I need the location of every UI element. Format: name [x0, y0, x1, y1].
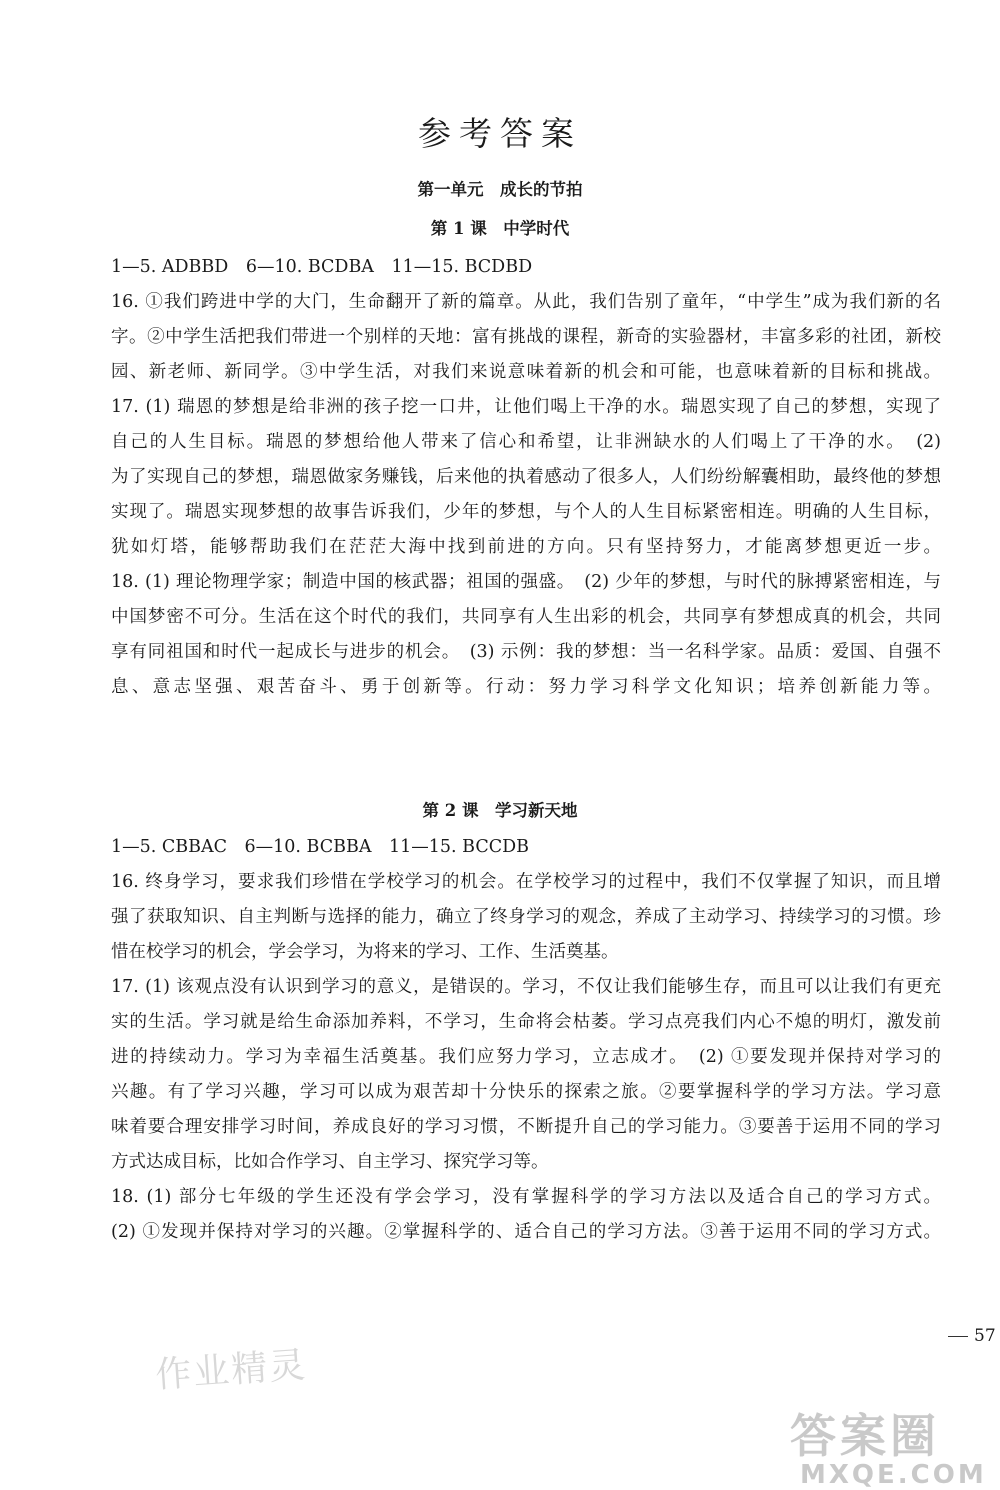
- answer-line: 味着要合理安排学习时间，养成良好的学习习惯，不断提升自己的学习能力。③要善于运用不同的学习: [111, 1117, 941, 1137]
- unit-heading: 第一单元 成长的节拍: [417, 180, 583, 199]
- site-watermark: [790, 1400, 987, 1490]
- page-title: 参考答案: [418, 114, 582, 153]
- answer-line: 16. 终身学习，要求我们珍惜在学校学习的机会。在学校学习的过程中，我们不仅掌握了知识，而且增: [111, 872, 941, 892]
- answer-line: 兴趣。有了学习兴趣，学习可以成为艰苦却十分快乐的探索之旅。②要掌握科学的学习方法。学习意: [111, 1082, 941, 1102]
- answer-line: 息、意志坚强、艰苦奋斗、勇于创新等。行动：努力学习科学文化知识；培养创新能力等。: [111, 677, 941, 697]
- answer-line: 犹如灯塔，能够帮助我们在茫茫大海中找到前进的方向。只有坚持努力，才能离梦想更近一步。: [111, 537, 941, 557]
- answer-line: 1—5. ADBBD 6—10. BCDBA 11—15. BCDBD: [111, 257, 533, 277]
- answer-line: 进的持续动力。学习为幸福生活奠基。我们应努力学习，立志成才。 (2) ①要发现并保持对学习的: [111, 1047, 941, 1067]
- answer-line: 1—5. CBBAC 6—10. BCBBA 11—15. BCCDB: [111, 837, 530, 857]
- answer-line: 方式达成目标，比如合作学习、自主学习、探究学习等。: [111, 1152, 549, 1172]
- answer-line: 17. (1) 瑞恩的梦想是给非洲的孩子挖一口井，让他们喝上干净的水。瑞恩实现了自己的梦想，实现了: [111, 397, 941, 417]
- lesson-1-heading: 第 1 课 中学时代: [430, 219, 570, 238]
- watermark-logo-text: 答案圈: [790, 1409, 940, 1463]
- answer-line: 园、新老师、新同学。③中学生活，对我们来说意味着新的机会和可能，也意味着新的目标和挑战。: [111, 362, 941, 382]
- answer-line: 18. (1) 部分七年级的学生还没有学会学习，没有掌握科学的学习方法以及适合自己的学习方式。: [111, 1187, 941, 1207]
- answer-line: 实现了。瑞恩实现梦想的故事告诉我们，少年的梦想，与个人的人生目标紧密相连。明确的人生目标，: [111, 502, 941, 522]
- answer-line: 17. (1) 该观点没有认识到学习的意义，是错误的。学习，不仅让我们能够生存，而且可以让我们有更充: [111, 977, 941, 997]
- answer-line: 字。②中学生活把我们带进一个别样的天地：富有挑战的课程，新奇的实验器材，丰富多彩的社团，新校: [111, 327, 941, 347]
- lesson-2-heading: 第 2 课 学习新天地: [422, 801, 578, 820]
- answer-line: (2) ①发现并保持对学习的兴趣。②掌握科学的、适合自己的学习方法。③善于运用不同的学习方式。: [111, 1222, 941, 1242]
- lesson-2-answers: [111, 830, 941, 1250]
- answer-line: 自己的人生目标。瑞恩的梦想给他人带来了信心和希望，让非洲缺水的人们喝上了干净的水。 (2): [111, 432, 941, 452]
- answer-line: 16. ①我们跨进中学的大门，生命翻开了新的篇章。从此，我们告别了童年，“中学生”成为我们新的名: [111, 292, 941, 312]
- page-number-value: 57: [974, 1326, 996, 1346]
- watermark-domain: MXQE.COM: [800, 1460, 987, 1490]
- answer-line: 18. (1) 理论物理学家；制造中国的核武器；祖国的强盛。 (2) 少年的梦想，与时代的脉搏紧密相连，与: [111, 572, 941, 592]
- page-number: [948, 1326, 996, 1346]
- answer-line: 中国梦密不可分。生活在这个时代的我们，共同享有人生出彩的机会，共同享有梦想成真的机会，共同: [111, 607, 941, 627]
- answer-line: 为了实现自己的梦想，瑞恩做家务赚钱，后来他的执着感动了很多人，人们纷纷解囊相助，最终他的梦想: [111, 467, 941, 487]
- answer-line: 享有同祖国和时代一起成长与进步的机会。 (3) 示例：我的梦想：当一名科学家。品质：爱国、自强不: [111, 642, 941, 662]
- lesson-1-answers: [111, 250, 941, 705]
- faint-stamp: 作业精灵: [153, 1344, 309, 1397]
- answer-line: 惜在校学习的机会，学会学习，为将来的学习、工作、生活奠基。: [111, 942, 619, 962]
- answer-line: 强了获取知识、自主判断与选择的能力，确立了终身学习的观念，养成了主动学习、持续学习的习惯。珍: [111, 907, 941, 927]
- answer-line: 实的生活。学习就是给生命添加养料，不学习，生命将会枯萎。学习点亮我们内心不熄的明灯，激发前: [111, 1012, 941, 1032]
- page-number-dash: [948, 1336, 968, 1337]
